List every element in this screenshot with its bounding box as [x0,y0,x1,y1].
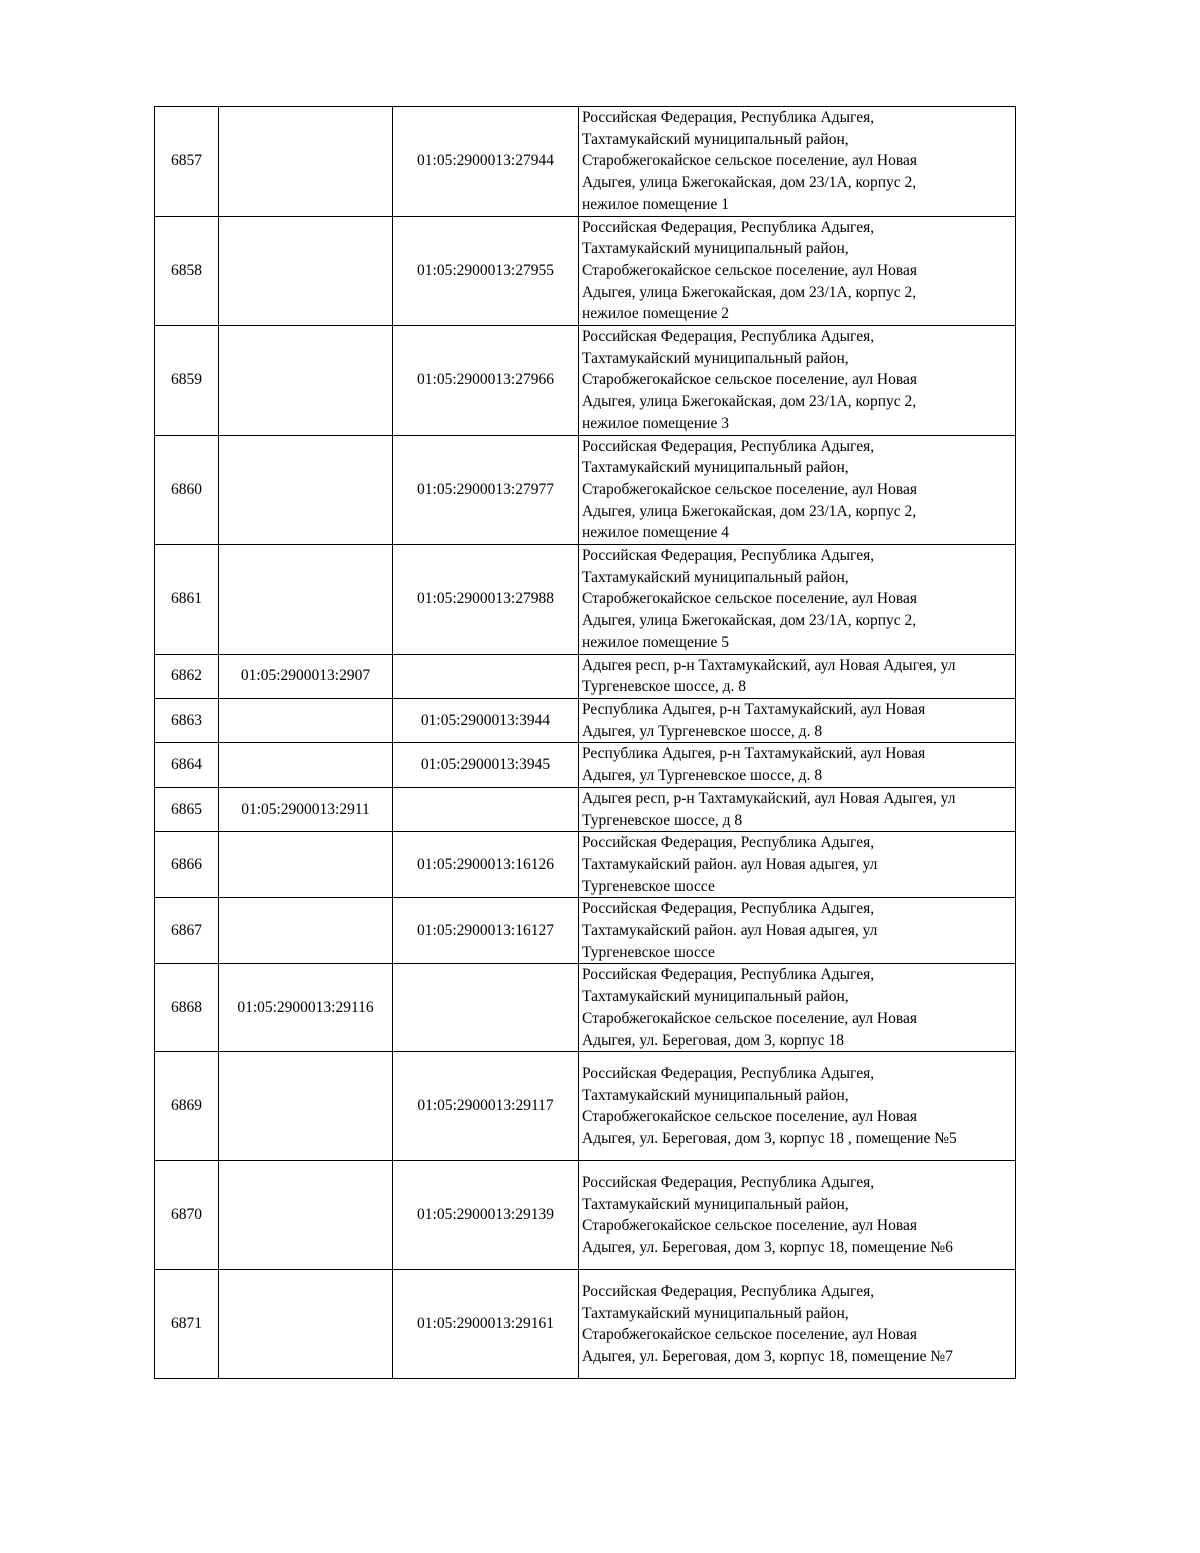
land-cadastral-number [219,743,393,787]
land-cadastral-number [219,107,393,217]
object-cadastral-number [393,964,579,1052]
address: Республика Адыгея, р-н Тахтамукайский, аул Новая Адыгея, ул Тургеневское шоссе, д. 8 [579,698,1016,742]
row-number: 6857 [155,107,219,217]
table-row [155,832,1016,898]
row-number: 6858 [155,216,219,326]
row-number: 6866 [155,832,219,898]
table-body [155,107,1016,1379]
object-cadastral-number: 01:05:2900013:16127 [393,898,579,964]
table-row [155,743,1016,787]
address: Республика Адыгея, р-н Тахтамукайский, аул Новая Адыгея, ул Тургеневское шоссе, д. 8 [579,743,1016,787]
table-row [155,216,1016,326]
object-cadastral-number: 01:05:2900013:29117 [393,1052,579,1161]
land-cadastral-number [219,1161,393,1270]
land-cadastral-number [219,832,393,898]
table-row [155,964,1016,1052]
address: Российская Федерация, Республика Адыгея, Тахтамукайский муниципальный район, Старобжегокайское сельское поселение, аул Новая Адыгея, ул. Береговая, дом 3, корпус 18, помещение №6 [579,1161,1016,1270]
object-cadastral-number: 01:05:2900013:3945 [393,743,579,787]
address: Российская Федерация, Республика Адыгея, Тахтамукайский муниципальный район, Старобжегокайское сельское поселение, аул Новая Адыгея, ул. Береговая, дом 3, корпус 18 [579,964,1016,1052]
object-cadastral-number: 01:05:2900013:27966 [393,326,579,436]
table-row [155,787,1016,831]
table-row [155,898,1016,964]
object-cadastral-number: 01:05:2900013:16126 [393,832,579,898]
table-row [155,435,1016,545]
address: Российская Федерация, Республика Адыгея, Тахтамукайский муниципальный район, Старобжегокайское сельское поселение, аул Новая Адыгея, улица Бжегокайская, дом 23/1А, корпус 2, нежилое помещение 3 [579,326,1016,436]
row-number: 6869 [155,1052,219,1161]
table-row [155,654,1016,698]
land-cadastral-number [219,216,393,326]
object-cadastral-number: 01:05:2900013:3944 [393,698,579,742]
land-cadastral-number: 01:05:2900013:29116 [219,964,393,1052]
object-cadastral-number: 01:05:2900013:27988 [393,545,579,655]
address: Российская Федерация, Республика Адыгея, Тахтамукайский район. аул Новая адыгея, ул Тургеневское шоссе [579,898,1016,964]
row-number: 6868 [155,964,219,1052]
land-cadastral-number [219,1270,393,1379]
object-cadastral-number [393,654,579,698]
land-cadastral-number: 01:05:2900013:2911 [219,787,393,831]
land-cadastral-number [219,326,393,436]
land-cadastral-number [219,1052,393,1161]
object-cadastral-number: 01:05:2900013:27977 [393,435,579,545]
address: Российская Федерация, Республика Адыгея, Тахтамукайский муниципальный район, Старобжегокайское сельское поселение, аул Новая Адыгея, улица Бжегокайская, дом 23/1А, корпус 2, нежилое помещение 2 [579,216,1016,326]
cadastral-table [154,106,1016,1379]
address: Адыгея респ, р-н Тахтамукайский, аул Новая Адыгея, ул Тургеневское шоссе, д 8 [579,787,1016,831]
land-cadastral-number [219,698,393,742]
row-number: 6870 [155,1161,219,1270]
address: Российская Федерация, Республика Адыгея, Тахтамукайский муниципальный район, Старобжегокайское сельское поселение, аул Новая Адыгея, ул. Береговая, дом 3, корпус 18, помещение №7 [579,1270,1016,1379]
address: Российская Федерация, Республика Адыгея, Тахтамукайский муниципальный район, Старобжегокайское сельское поселение, аул Новая Адыгея, ул. Береговая, дом 3, корпус 18 , помещение №5 [579,1052,1016,1161]
address: Адыгея респ, р-н Тахтамукайский, аул Новая Адыгея, ул Тургеневское шоссе, д. 8 [579,654,1016,698]
address: Российская Федерация, Республика Адыгея, Тахтамукайский район. аул Новая адыгея, ул Тургеневское шоссе [579,832,1016,898]
row-number: 6864 [155,743,219,787]
table-row [155,107,1016,217]
table-row [155,1052,1016,1161]
land-cadastral-number [219,435,393,545]
row-number: 6862 [155,654,219,698]
object-cadastral-number: 01:05:2900013:29161 [393,1270,579,1379]
row-number: 6863 [155,698,219,742]
row-number: 6861 [155,545,219,655]
row-number: 6867 [155,898,219,964]
object-cadastral-number [393,787,579,831]
land-cadastral-number [219,545,393,655]
address: Российская Федерация, Республика Адыгея, Тахтамукайский муниципальный район, Старобжегокайское сельское поселение, аул Новая Адыгея, улица Бжегокайская, дом 23/1А, корпус 2, нежилое помещение 4 [579,435,1016,545]
row-number: 6859 [155,326,219,436]
row-number: 6871 [155,1270,219,1379]
table-row [155,698,1016,742]
table-row [155,545,1016,655]
row-number: 6860 [155,435,219,545]
address: Российская Федерация, Республика Адыгея, Тахтамукайский муниципальный район, Старобжегокайское сельское поселение, аул Новая Адыгея, улица Бжегокайская, дом 23/1А, корпус 2, нежилое помещение 5 [579,545,1016,655]
table-row [155,1270,1016,1379]
address: Российская Федерация, Республика Адыгея, Тахтамукайский муниципальный район, Старобжегокайское сельское поселение, аул Новая Адыгея, улица Бжегокайская, дом 23/1А, корпус 2, нежилое помещение 1 [579,107,1016,217]
table-row [155,1161,1016,1270]
object-cadastral-number: 01:05:2900013:27955 [393,216,579,326]
object-cadastral-number: 01:05:2900013:27944 [393,107,579,217]
land-cadastral-number [219,898,393,964]
object-cadastral-number: 01:05:2900013:29139 [393,1161,579,1270]
table-row [155,326,1016,436]
land-cadastral-number: 01:05:2900013:2907 [219,654,393,698]
row-number: 6865 [155,787,219,831]
